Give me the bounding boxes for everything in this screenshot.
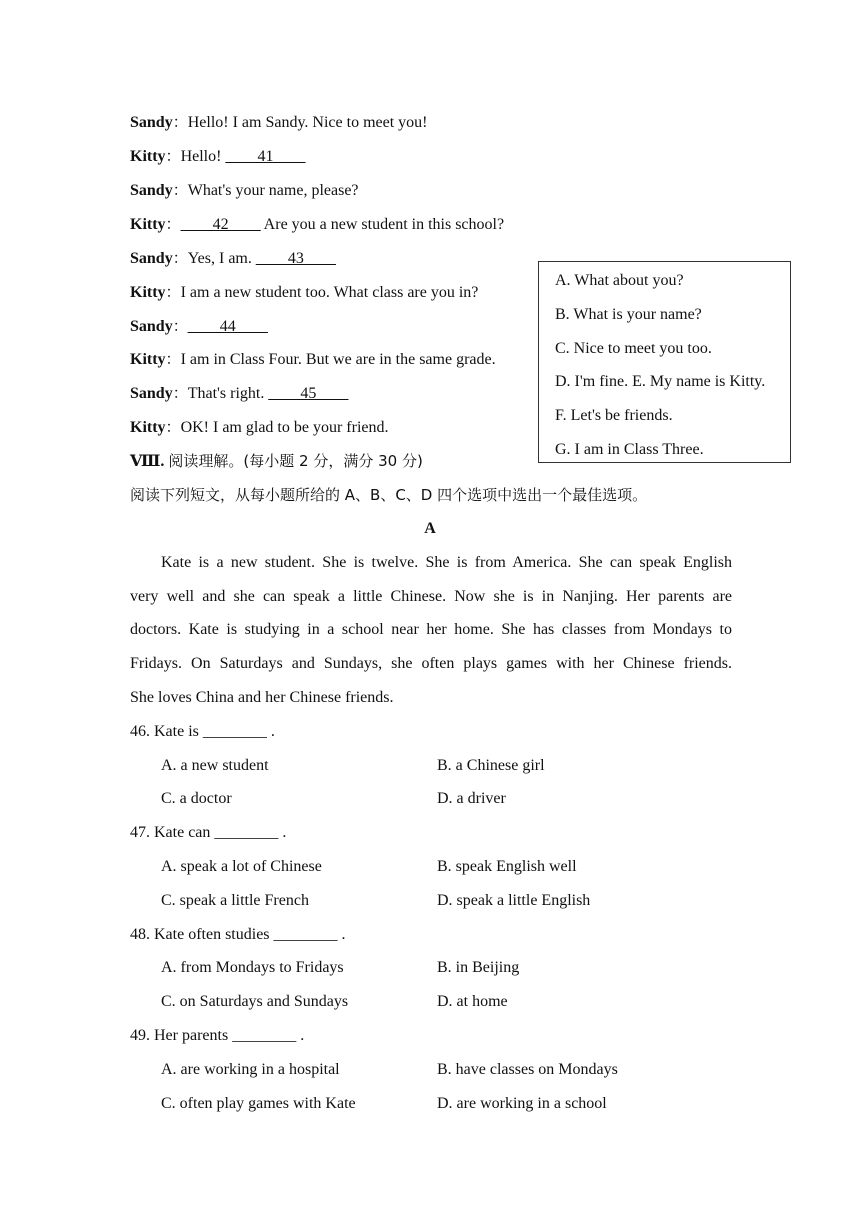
speaker-name: Sandy bbox=[130, 250, 173, 267]
speaker-name: Kitty bbox=[130, 351, 166, 368]
dialogue-text: I am a new student too. What class are you in? bbox=[180, 284, 479, 301]
blank-41: ____41____ bbox=[225, 148, 306, 165]
passage-label: A bbox=[424, 520, 436, 537]
dialogue-line-2: Kitty：Hello! ____41____ bbox=[130, 147, 306, 165]
dialogue-text: What's your name, please? bbox=[187, 182, 359, 199]
passage-line-1: Kate is a new student. She is twelve. She is from America. She can speak English bbox=[161, 554, 732, 571]
option-g: G. I am in Class Three. bbox=[555, 441, 704, 458]
dialogue-line-3: Sandy：What's your name, please? bbox=[130, 181, 359, 199]
section-title: 阅读理解。(每小题 2 分，满分 30 分) bbox=[168, 452, 423, 470]
dialogue-text: OK! I am glad to be your friend. bbox=[180, 419, 389, 436]
speaker-name: Sandy bbox=[130, 385, 173, 402]
choice-a: A. a new student bbox=[161, 757, 269, 774]
question-stem: 46. Kate is ________ . bbox=[130, 723, 275, 740]
passage-line-3: doctors. Kate is studying in a school near her home. She has classes from Mondays to bbox=[130, 621, 732, 638]
option-a: A. What about you? bbox=[555, 272, 684, 289]
speaker-name: Sandy bbox=[130, 182, 173, 199]
choice-d: D. are working in a school bbox=[437, 1095, 607, 1112]
choice-a: A. from Mondays to Fridays bbox=[161, 959, 344, 976]
question-stem: 47. Kate can ________ . bbox=[130, 824, 287, 841]
dialogue-line-9: Sandy：That's right. ____45____ bbox=[130, 384, 349, 402]
question-stem: 49. Her parents ________ . bbox=[130, 1027, 305, 1044]
dialogue-text: Hello! I am Sandy. Nice to meet you! bbox=[187, 114, 428, 131]
blank-45: ____45____ bbox=[268, 385, 349, 402]
options-box bbox=[538, 261, 791, 463]
passage-line-2: very well and she can speak a little Chinese. Now she is in Nanjing. Her parents are bbox=[130, 588, 732, 605]
dialogue-line-6: Kitty：I am a new student too. What class are you in? bbox=[130, 283, 479, 301]
choice-c: C. speak a little French bbox=[161, 892, 309, 909]
dialogue-line-8: Kitty：I am in Class Four. But we are in the same grade. bbox=[130, 350, 496, 368]
choice-c: C. a doctor bbox=[161, 790, 232, 807]
choice-b: B. a Chinese girl bbox=[437, 757, 545, 774]
dialogue-line-5: Sandy：Yes, I am. ____43____ bbox=[130, 249, 336, 267]
dialogue-text-after: Are you a new student in this school? bbox=[260, 216, 505, 233]
section-heading bbox=[130, 451, 423, 472]
choice-d: D. speak a little English bbox=[437, 892, 591, 909]
passage-line-4: Fridays. On Saturdays and Sundays, she often plays games with her Chinese friends. bbox=[130, 655, 732, 672]
choice-b: B. have classes on Mondays bbox=[437, 1061, 618, 1078]
speaker-name: Kitty bbox=[130, 419, 166, 436]
section-instruction: 阅读下列短文，从每小题所给的 A、B、C、D 四个选项中选出一个最佳选项。 bbox=[130, 486, 648, 504]
choice-b: B. speak English well bbox=[437, 858, 577, 875]
speaker-name: Kitty bbox=[130, 216, 166, 233]
blank-42: ____42____ bbox=[180, 216, 261, 233]
speaker-name: Sandy bbox=[130, 318, 173, 335]
passage-line-5: She loves China and her Chinese friends. bbox=[130, 689, 394, 706]
choice-c: C. on Saturdays and Sundays bbox=[161, 993, 349, 1010]
option-c: C. Nice to meet you too. bbox=[555, 340, 712, 357]
speaker-name: Sandy bbox=[130, 114, 173, 131]
choice-d: D. at home bbox=[437, 993, 508, 1010]
dialogue-text: Yes, I am. bbox=[187, 250, 256, 267]
question-stem: 48. Kate often studies ________ . bbox=[130, 926, 346, 943]
choice-b: B. in Beijing bbox=[437, 959, 520, 976]
dialogue-text: Hello! bbox=[180, 148, 226, 165]
speaker-name: Kitty bbox=[130, 284, 166, 301]
blank-43: ____43____ bbox=[255, 250, 336, 267]
option-f: F. Let's be friends. bbox=[555, 407, 673, 424]
blank-44: ____44____ bbox=[187, 318, 268, 335]
option-b: B. What is your name? bbox=[555, 306, 702, 323]
dialogue-text: I am in Class Four. But we are in the same grade. bbox=[180, 351, 496, 368]
option-d-e: D. I'm fine. E. My name is Kitty. bbox=[555, 373, 766, 390]
choice-c: C. often play games with Kate bbox=[161, 1095, 356, 1112]
dialogue-line-7: Sandy：____44____ bbox=[130, 317, 268, 335]
choice-a: A. speak a lot of Chinese bbox=[161, 858, 322, 875]
dialogue-line-10: Kitty：OK! I am glad to be your friend. bbox=[130, 418, 389, 436]
dialogue-line-1: Sandy：Hello! I am Sandy. Nice to meet you! bbox=[130, 113, 428, 131]
section-number: Ⅷ. bbox=[130, 453, 169, 470]
speaker-name: Kitty bbox=[130, 148, 166, 165]
choice-d: D. a driver bbox=[437, 790, 506, 807]
choice-a: A. are working in a hospital bbox=[161, 1061, 340, 1078]
dialogue-text: That's right. bbox=[187, 385, 269, 402]
dialogue-line-4: Kitty：____42____ Are you a new student in this school? bbox=[130, 215, 505, 233]
